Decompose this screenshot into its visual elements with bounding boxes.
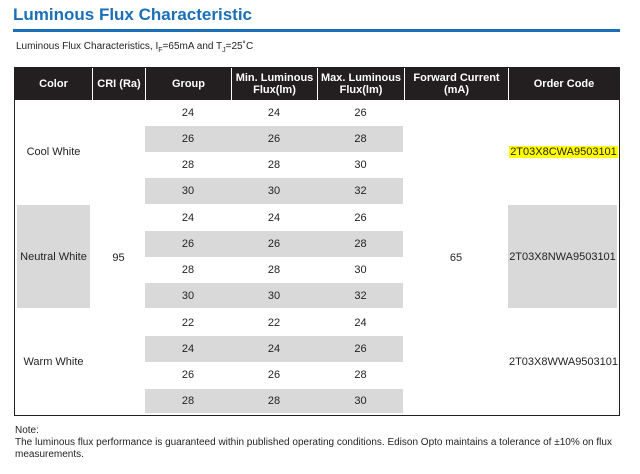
page-title: Luminous Flux Characteristic <box>13 5 252 24</box>
max-flux-cell: 26 <box>354 107 367 119</box>
min-flux-cell: 24 <box>267 343 281 355</box>
max-flux-cell: 26 <box>354 343 367 355</box>
group-cell: 26 <box>181 238 195 250</box>
min-flux-cell: 26 <box>267 133 281 145</box>
forward-current-value-cell: 65 <box>449 251 463 264</box>
luminous-flux-table <box>14 67 620 416</box>
header-group: Group <box>145 68 231 100</box>
min-flux-cell: 28 <box>267 159 281 171</box>
color-cell-neutral-white: Neutral White <box>17 205 90 308</box>
max-flux-cell: 28 <box>354 238 367 250</box>
max-flux-cell: 32 <box>354 289 367 302</box>
caption-text-3: =25˚C <box>225 41 254 52</box>
group-cell: 28 <box>181 159 195 171</box>
max-flux-cell: 26 <box>354 212 367 224</box>
header-forward-current: Forward Current (mA) <box>404 68 508 100</box>
cri-value-cell: 95 <box>112 251 125 264</box>
min-flux-cell: 30 <box>267 185 281 197</box>
color-cell-warm-white: Warm White <box>23 356 84 368</box>
group-cell: 28 <box>181 264 195 276</box>
min-flux-cell: 26 <box>267 369 281 381</box>
max-flux-cell: 30 <box>354 395 367 407</box>
highlighted-order-code: 2T03X8CWA9503101 <box>510 146 617 158</box>
note-text: The luminous flux performance is guaranteed within published operating conditions. Edison Opto maintains a tolerance of ±10% on flux measurements. <box>15 437 612 460</box>
min-flux-cell: 26 <box>267 238 281 250</box>
max-flux-cell: 24 <box>354 316 367 329</box>
caption-text-2: =65mA and T <box>162 41 223 52</box>
header-max-flux: Max. Luminous Flux(lm) <box>317 68 404 100</box>
max-flux-cell: 28 <box>354 369 367 381</box>
min-flux-cell: 28 <box>267 264 281 276</box>
caption-subscript-f: F <box>158 47 163 54</box>
max-flux-cell: 28 <box>354 133 367 145</box>
min-flux-cell: 22 <box>267 316 281 329</box>
footnote <box>15 425 625 461</box>
group-cell: 24 <box>181 343 195 355</box>
group-cell: 22 <box>181 316 195 329</box>
min-flux-cell: 28 <box>267 395 281 407</box>
order-code-neutral-white: 2T03X8NWA9503101 <box>508 205 617 308</box>
max-flux-cell: 30 <box>354 159 367 171</box>
min-flux-cell: 24 <box>267 107 281 119</box>
header-min-flux: Min. Luminous Flux(lm) <box>231 68 317 100</box>
title-underline <box>13 29 620 32</box>
group-cell: 24 <box>181 107 195 119</box>
max-flux-cell: 30 <box>354 264 367 276</box>
header-cri: CRI (Ra) <box>92 68 145 100</box>
group-cell: 26 <box>181 369 195 381</box>
min-flux-cell: 24 <box>267 212 281 224</box>
header-color: Color <box>15 68 92 100</box>
group-cell: 28 <box>181 395 195 407</box>
group-cell: 30 <box>181 289 195 302</box>
header-order-code: Order Code <box>508 68 619 100</box>
group-cell: 24 <box>181 212 195 224</box>
note-label: Note: <box>15 425 39 436</box>
order-code-warm-white: 2T03X8WWA9503101 <box>508 356 619 368</box>
color-cell-cool-white: Cool White <box>26 146 81 158</box>
table-caption <box>16 41 253 54</box>
caption-subscript-j: J <box>222 47 226 54</box>
min-flux-cell: 30 <box>267 289 281 302</box>
caption-text-1: Luminous Flux Characteristics, I <box>16 41 159 52</box>
order-code-cool-white <box>508 100 619 204</box>
max-flux-cell: 32 <box>354 185 367 197</box>
group-cell: 26 <box>181 133 195 145</box>
group-cell: 30 <box>181 185 195 197</box>
